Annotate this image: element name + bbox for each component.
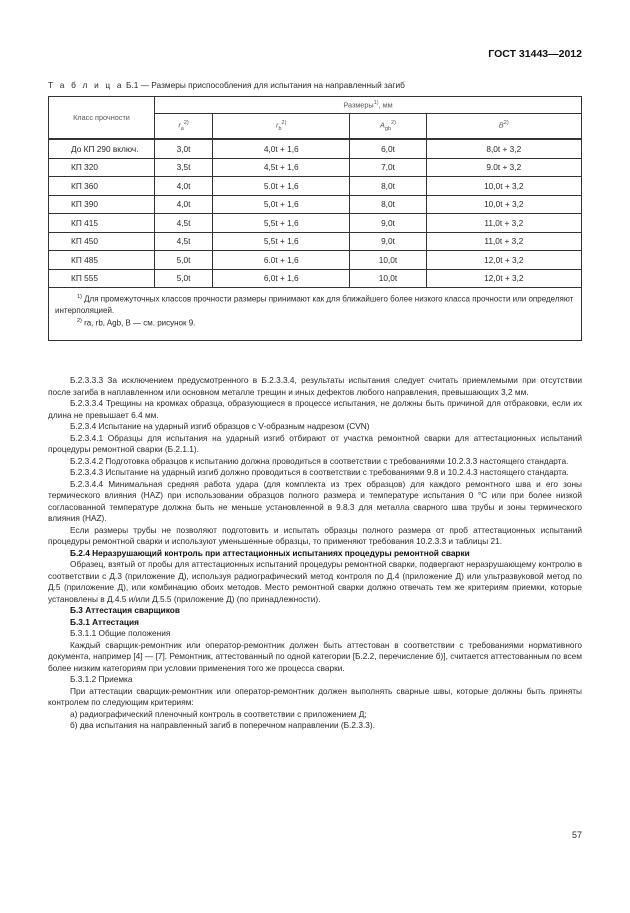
cell-agb: 9,0t: [350, 232, 426, 251]
cell-rb: 4,5t + 1,6: [213, 158, 350, 177]
cell-ra: 3,0t: [155, 139, 213, 158]
table-row: [49, 214, 582, 233]
footnote-2-text: ra, rb, Agb, B — см. рисунок 9.: [84, 318, 196, 328]
cell-cls: КП 415: [49, 214, 155, 233]
caption-text: Б.1 — Размеры приспособления для испытания на направленный загиб: [126, 80, 405, 90]
table-row: [49, 195, 582, 214]
cell-cls: КП 360: [49, 177, 155, 196]
footnote-1: [55, 292, 575, 316]
cell-agb: 7,0t: [350, 158, 426, 177]
paragraph: Б.2.3.4 Испытание на ударный изгиб образцов с V-образным надрезом (CVN): [70, 421, 370, 431]
body-text: [48, 375, 582, 732]
cell-b: 11,0t + 3,2: [426, 214, 581, 233]
cell-rb: 5,0t + 1,6: [213, 195, 350, 214]
cell-rb: 4,0t + 1,6: [213, 139, 350, 158]
cell-b: 10,0t + 3,2: [426, 195, 581, 214]
cell-ra: 5,0t: [155, 251, 213, 270]
paragraph: Если размеры трубы не позволяют подготовить и испытать образцы полного размера от проб аттестационных испытаний процедуры ремонтной сварки и используют уменьшенные образцы, то применяют требования 10.2.3.3 и таблицы 21.: [48, 524, 582, 546]
cell-cls: КП 390: [49, 195, 155, 214]
col-header-group: [155, 97, 582, 114]
cell-agb: 9,0t: [350, 214, 426, 233]
col-header-rb: $r_b^{2)}$: [213, 114, 350, 140]
cell-agb: 8,0t: [350, 177, 426, 196]
cell-cls: КП 450: [49, 232, 155, 251]
cell-b: 8,0t + 3,2: [426, 139, 581, 158]
cell-cls: До КП 290 включ.: [49, 139, 155, 158]
footnote-2-mark: 2): [77, 317, 82, 324]
paragraph: Б.2.3.3.4 Трещины на кромках образца, образующиеся в процессе испытания, не должны быть причиной для отбраковки, если их длина не превышает 6.4 мм.: [48, 398, 582, 420]
col-group-label: Размеры: [343, 100, 374, 110]
cell-ra: 5,0t: [155, 269, 213, 288]
col-group-unit: , мм: [378, 100, 393, 110]
caption-prefix: Т а б л и ц а: [48, 80, 124, 90]
footnote-1-mark: 1): [77, 294, 82, 300]
cell-cls: КП 320: [49, 158, 155, 177]
section-heading: Б.2.4 Неразрушающий контроль при аттестационных испытаниях процедуры ремонтной сварки: [70, 547, 470, 558]
cell-rb: 6.0t + 1,6: [213, 251, 350, 270]
paragraph: Б.2.3.3.3 За исключением предусмотренного в Б.2.3.3.4, результаты испытания следует считать приемлемыми при отсутствии после загиба в наплавленном или основном металле трещин и иных дефектов любого направления, превышающих 3,2 мм.: [48, 375, 582, 397]
cell-agb: 6,0t: [350, 139, 426, 158]
cell-b: 12,0t + 3,2: [426, 251, 581, 270]
table-row: [49, 251, 582, 270]
footnote-1-text: Для промежуточных классов прочности размеры принимают как для ближайшего более низкого класса прочности или определяют интерполяцией.: [55, 294, 574, 315]
paragraph: б) два испытания на направленный загиб в поперечном направлении (Б.2.3.3).: [70, 720, 375, 730]
col-header-B: $B^{2)}$: [426, 114, 581, 140]
cell-rb: 6,0t + 1,6: [213, 269, 350, 288]
paragraph: а) радиографический пленочный контроль в соответствии с приложением Д;: [70, 708, 367, 719]
paragraph: Каждый сварщик-ремонтник или оператор-ремонтник должен быть аттестован в соответствии с требованиями нормативного документа, например [4] — [7]. Ремонтник, аттестованный по одной категории [Б.2.2, перечисление б)], считается аттестованным по всем более низким категориям при условии применения того же процесса сварки.: [48, 639, 582, 673]
page-number: 57: [571, 830, 582, 840]
cell-agb: 10,0t: [350, 251, 426, 270]
col-group-sup: 1): [373, 100, 379, 107]
section-heading: Б.3 Аттестация сварщиков: [70, 605, 180, 615]
cell-agb: 10,0t: [350, 269, 426, 288]
paragraph: Б.3.1.2 Приемка: [70, 674, 133, 684]
paragraph: Б.2.3.4.3 Испытание на ударный изгиб должно проводиться в соответствии с требованиями 9.8 и 10.2.4.3 настоящего стандарта.: [70, 467, 569, 477]
col-header-Agb: $A_{gb}^{2)}$: [350, 114, 426, 140]
dimensions-table: [48, 96, 582, 341]
cell-rb: 5.0t + 1,6: [213, 177, 350, 196]
cell-rb: 5,5t + 1,6: [213, 214, 350, 233]
col-header-class: Класс прочности: [49, 97, 155, 140]
cell-b: 10,0t + 3,2: [426, 177, 581, 196]
cell-cls: КП 555: [49, 269, 155, 288]
cell-ra: 4,0t: [155, 195, 213, 214]
table-row: [49, 158, 582, 177]
footnote-row: [49, 288, 582, 341]
cell-agb: 8,0t: [350, 195, 426, 214]
table-caption: [48, 80, 405, 90]
table-row: [49, 139, 582, 158]
section-heading: Б.3.1 Аттестация: [70, 616, 139, 627]
table-row: [49, 232, 582, 251]
footnote-2: [55, 316, 575, 329]
paragraph: Образец, взятый от пробы для аттестационных испытаний процедуры ремонтной сварки, подвергают неразрушающему контролю в соответствии с Д.3 (приложение Д), используя радиографический метод контроля по Д.4 (приложение Д) или ультразвуковой метод по Д.5 (приложение Д), или комбинацию обоих методов. Место ремонтной сварки должно отвечать тем же критериям приемки, которые установлены в Д.4.5 и/или Д.5.5 (приложение Д) (по принадлежности).: [48, 559, 582, 604]
cell-cls: КП 485: [49, 251, 155, 270]
table-footnotes: [49, 288, 582, 341]
table-row: [49, 177, 582, 196]
paragraph: Б.2.3.4.1 Образцы для испытания на ударный изгиб отбирают от участка ремонтной сварки для аттестационных испытаний процедуры ремонтной сварки (Б.2.1.1).: [48, 432, 582, 454]
cell-ra: 3,5t: [155, 158, 213, 177]
cell-ra: 4,5t: [155, 232, 213, 251]
col-header-ra: $r_a^{2)}$: [155, 114, 213, 140]
paragraph: Б.2.3.4.4 Минимальная средняя работа удара (для комплекта из трех образцов) для каждого ремонтного шва и его зоны термического влияния (HAZ) при использовании образцов полного размера и температуре испытания 0 °С или при более низкой согласованной температуре должна быть не меньше установленной в 9.8.3 для металла сварного шва трубы и зоны термического влияния (HAZ).: [48, 478, 582, 523]
cell-b: 11,0t + 3,2: [426, 232, 581, 251]
cell-ra: 4,0t: [155, 177, 213, 196]
cell-b: 9.0t + 3,2: [426, 158, 581, 177]
document-id: ГОСТ 31443—2012: [488, 48, 582, 60]
cell-rb: 5,5t + 1,6: [213, 232, 350, 251]
paragraph: Б.3.1.1 Общие положения: [70, 628, 171, 638]
cell-b: 12,0t + 3,2: [426, 269, 581, 288]
table-row: [49, 269, 582, 288]
paragraph: При аттестации сварщик-ремонтник или оператор-ремонтник должен выполнять сварные швы, которые должны быть приняты контролем по следующим критериям:: [48, 685, 582, 707]
paragraph: Б.2.3.4.2 Подготовка образцов к испытанию должна проводиться в соответствии с требованиями 10.2.3.3 настоящего стандарта.: [70, 455, 569, 466]
cell-ra: 4,5t: [155, 214, 213, 233]
